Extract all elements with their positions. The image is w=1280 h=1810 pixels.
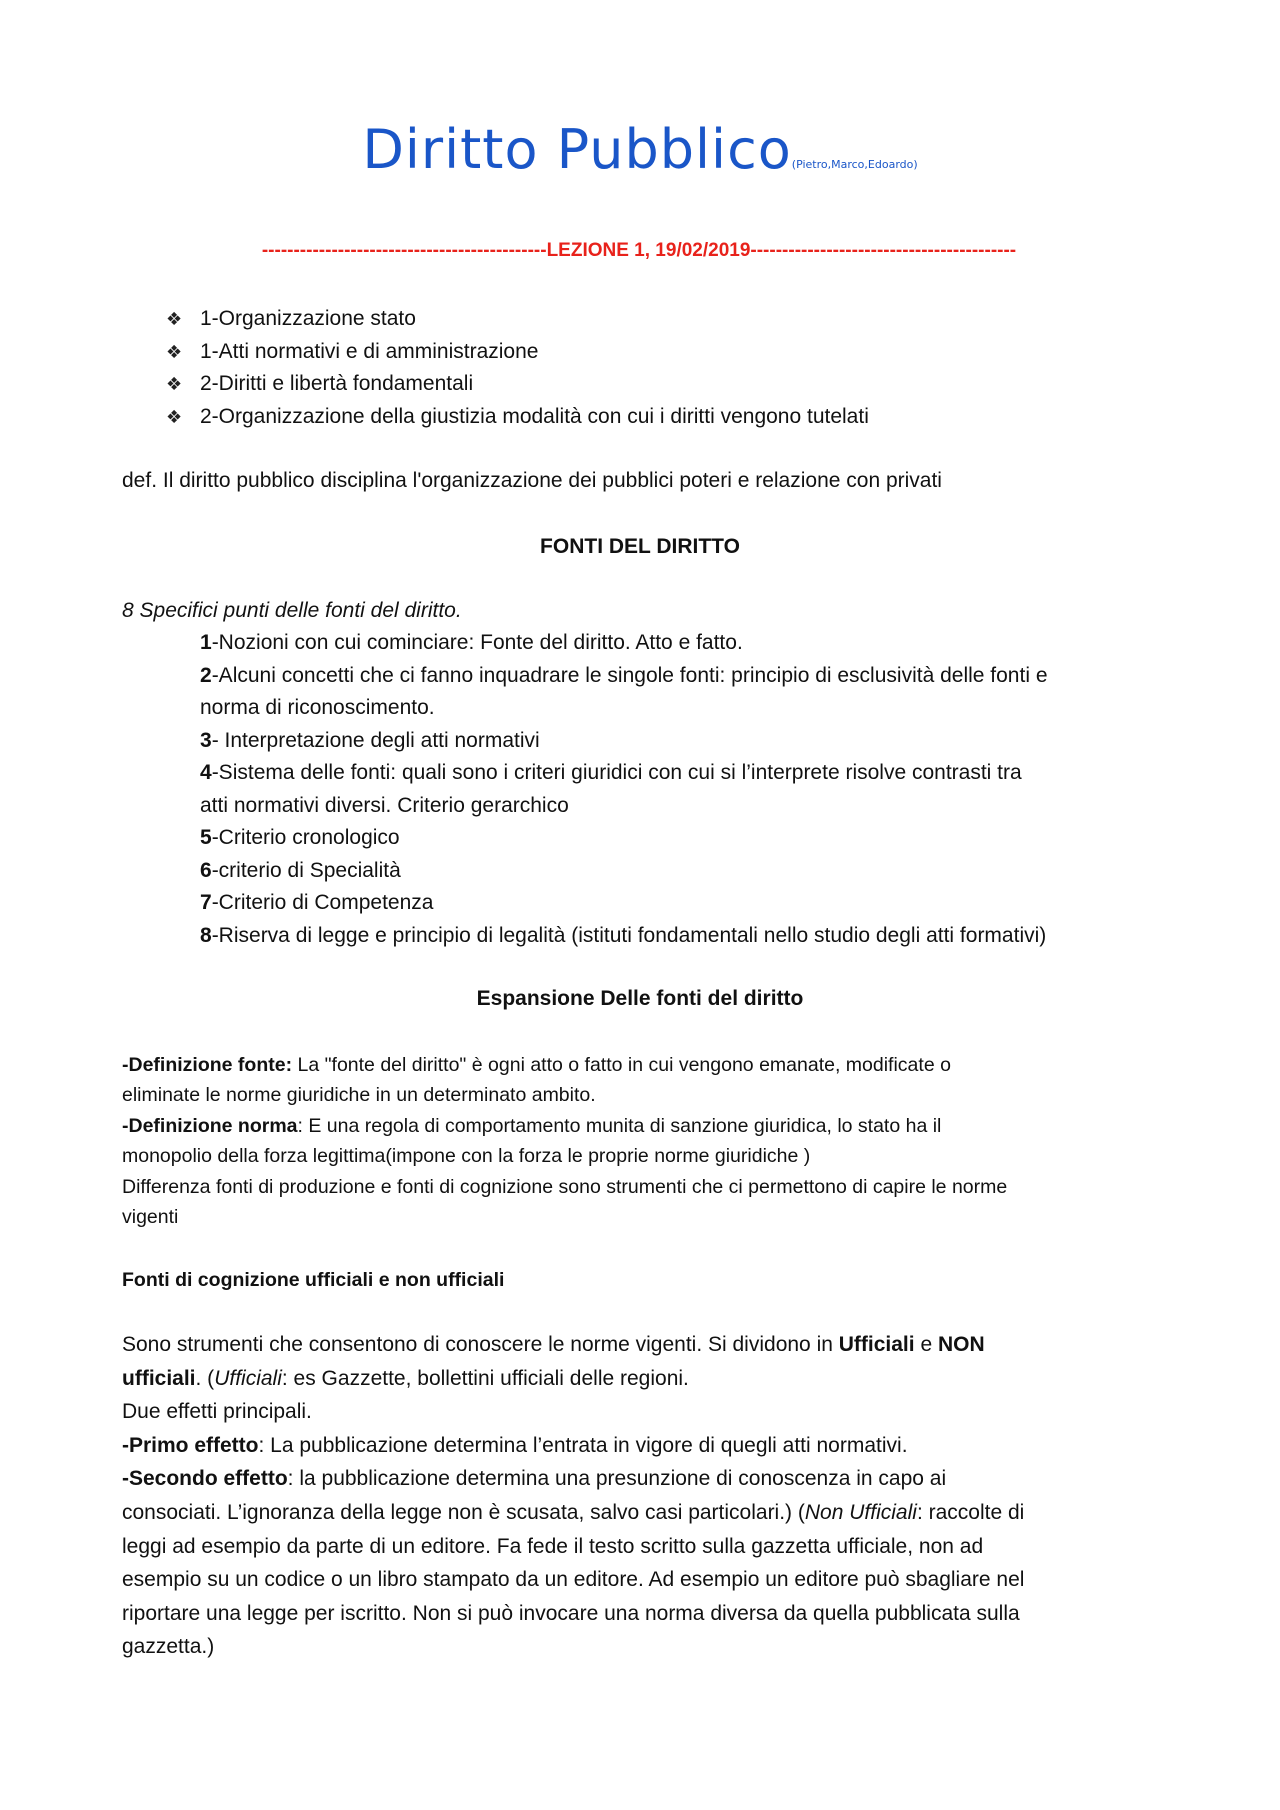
definition-paragraph: def. Il diritto pubblico disciplina l'organizzazione dei pubblici poteri e relazione con privati [122,469,942,492]
list-item: 5-Criterio cronologico [200,826,400,849]
diamond-bullet-icon: ❖ [166,374,183,394]
points-intro: 8 Specifici punti delle fonti del diritto. [122,599,462,622]
list-item: ❖ 2-Diritti e libertà fondamentali [166,368,869,401]
document-page: Diritto Pubblico(Pietro,Marco,Edoardo) ---------------------------------------------LEZIONE 1, 19/02/2019------------------------------------------ ❖ 1-Organizzazione stato ❖ 1-Atti normativi e di amministrazione ❖ 2-Diritti e libertà fondamentali ❖ 2-Organizzazione della giustizia modalità con cui i diritti vengono tutelati def. Il diritto pubblico disciplina l'organizzazione dei pubblici poteri e relazione con privati FONTI DEL DIRITTO 8 Specifici punti delle fonti del diritto. 1-Nozioni con cui cominciare: Fonte del diritto. Atto e fatto. 2-Alcuni concetti che ci fanno inquadrare le singole fonti: principio di esclusività delle fonti e norma di riconoscimento. 3- Interpretazione degli atti normativi 4-Sistema delle fonti: quali sono i criteri giuridici con cui si l’interprete risolve contrasti tra atti normativi diversi. Criterio gerarchico 5-Criterio cronologico 6-criterio di Specialità 7-Criterio di Competenza 8-Riserva di legge e principio di legalità (istituti fondamentali nello studio degli atti formativi) Espansione Delle fonti del diritto -Definizione fonte: La "fonte del diritto" è ogni atto o fatto in cui vengono emanate, modificate o eliminate le norme giuridiche in un determinato ambito. -Definizione norma: E una regola di comportamento munita di sanzione giuridica, lo stato ha il monopolio della forza legittima(impone con la forza le proprie norme giuridiche ) Differenza fonti di produzione e fonti di cognizione sono strumenti che ci permettono di capire le norme vigenti Fonti di cognizione ufficiali e non ufficiali Sono strumenti che consentono di conoscere le norme vigenti. Si dividono in Ufficiali e NON ufficiali. (Ufficiali: es Gazzette, bollettini ufficiali delle regioni. Due effetti principali. -Primo effetto: La pubblicazione determina l’entrata in vigore di quegli atti normativi. -Secondo effetto: la pubblicazione determina una presunzione di conoscenza in capo ai consociati. L’ignoranza della legge non è scusata, salvo casi particolari.) (Non Ufficiali: raccolte di leggi ad esempio da parte di un editore. Fa fede il testo scritto sulla gazzetta ufficiale, non ad esempio su un codice o un libro stampato da un editore. Ad esempio un editore può sbagliare nel riportare una legge per iscritto. Non si può invocare una norma diversa da quella pubblicata sulla gazzetta.) [0,0,1280,1810]
list-item: ❖ 2-Organizzazione della giustizia modalità con cui i diritti vengono tutelati [166,401,869,434]
section-heading-cognizione: Fonti di cognizione ufficiali e non ufficiali [122,1269,505,1291]
section-heading-espansione: Espansione Delle fonti del diritto [476,987,804,1010]
diamond-bullet-icon: ❖ [166,309,183,329]
list-item: ❖ 1-Organizzazione stato [166,303,869,336]
diamond-bullet-icon: ❖ [166,341,183,362]
list-item-continuation: norma di riconoscimento. [200,696,435,719]
list-item: 6-criterio di Specialità [200,859,401,882]
list-item: 7-Criterio di Competenza [200,891,434,914]
list-item-continuation: atti normativi diversi. Criterio gerarchico [200,794,569,817]
list-item: 4-Sistema delle fonti: quali sono i criteri giuridici con cui si l’interprete risolve contrasti tra [200,761,1022,784]
lesson-header: ---------------------------------------------LEZIONE 1, 19/02/2019------------------------------------------ [261,240,1017,261]
list-item: 3- Interpretazione degli atti normativi [200,729,540,752]
list-item: ❖ 1-Atti normativi e di amministrazione [166,336,869,369]
authors-note: (Pietro,Marco,Edoardo) [791,158,918,171]
list-item: 2-Alcuni concetti che ci fanno inquadrare le singole fonti: principio di esclusività delle fonti e [200,664,1048,687]
section-heading-fonti: FONTI DEL DIRITTO [540,535,740,558]
title-block [0,118,1280,181]
diamond-bullet-icon: ❖ [166,406,183,427]
list-item: 1-Nozioni con cui cominciare: Fonte del diritto. Atto e fatto. [200,631,743,654]
document-title: Diritto Pubblico [362,118,792,181]
list-item: 8-Riserva di legge e principio di legalità (istituti fondamentali nello studio degli atti formativi) [200,924,1047,947]
outline-list [166,303,869,433]
